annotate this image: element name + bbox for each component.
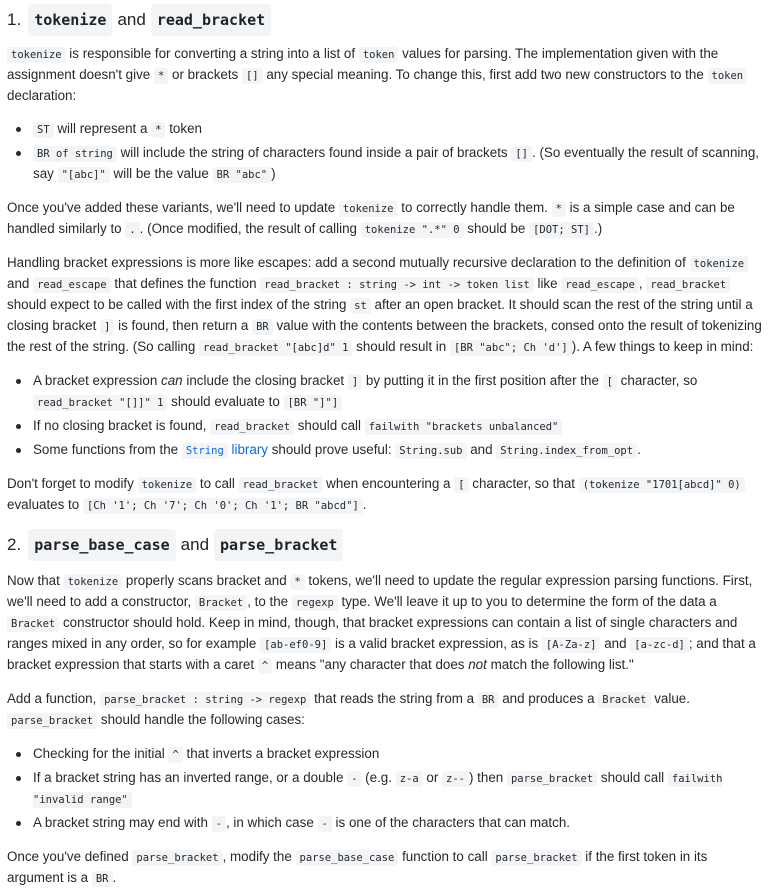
text: , in which case <box>225 815 318 830</box>
inline-code: BR <box>478 692 499 708</box>
inline-code: failwith "invalid range" <box>33 773 723 806</box>
inline-code: parse_bracket <box>132 850 222 866</box>
heading-code: parse_bracket <box>214 529 343 561</box>
inline-code: token <box>708 68 748 84</box>
section-number: 2. <box>7 535 22 554</box>
text: A bracket string may end with <box>33 815 212 830</box>
link-text[interactable]: library <box>227 442 268 457</box>
text: Once you've added these variants, we'll need to update <box>7 200 339 215</box>
inline-code: tokenize ".*" 0 <box>361 222 464 238</box>
text: Now that <box>7 573 64 588</box>
text: or <box>422 770 443 785</box>
text: like <box>533 276 562 291</box>
inline-code: ] <box>348 374 362 390</box>
text: is one of the characters that can match. <box>331 815 571 830</box>
heading-text: and <box>180 535 210 554</box>
text: include the closing bracket <box>182 373 348 388</box>
text: properly scans bracket and <box>122 573 291 588</box>
inline-code: - <box>212 816 226 832</box>
text: is found, then return a <box>114 318 253 333</box>
paragraph <box>7 689 764 731</box>
text: .) <box>593 221 603 236</box>
list-item <box>33 416 764 437</box>
text: , modify the <box>222 849 296 864</box>
section-1-heading <box>7 4 764 36</box>
text: . (So eventually the result of scanning, say <box>33 145 760 181</box>
list-item <box>33 813 764 834</box>
text: is a valid bracket expression, as is <box>331 636 542 651</box>
text: that defines the function <box>110 276 261 291</box>
inline-code: - <box>347 771 361 787</box>
inline-code: * <box>290 574 304 590</box>
inline-code: tokenize <box>64 574 123 590</box>
text: means "any character that does <box>272 657 469 672</box>
text: and <box>7 276 34 291</box>
text: that inverts a bracket expression <box>182 746 380 761</box>
inline-code: ^ <box>258 658 272 674</box>
text: should be <box>463 221 530 236</box>
inline-code: tokenize <box>138 477 197 493</box>
inline-code: read_bracket <box>646 277 730 293</box>
inline-code: BR "abc" <box>213 167 272 183</box>
inline-code: . <box>125 222 139 238</box>
inline-code: * <box>552 201 566 217</box>
text: should expect to be called with the first index of the string <box>7 297 351 312</box>
list-item <box>33 768 764 810</box>
inline-code: parse_bracket <box>7 713 97 729</box>
text: . (Once modified, the result of calling <box>139 221 361 236</box>
inline-code: ST <box>33 122 54 138</box>
text: constructor should hold. Keep in mind, though, that bracket expressions can contain a list of single characters and ranges mixed in any order, so for example <box>7 615 738 651</box>
paragraph <box>7 571 764 676</box>
text: Handling bracket expressions is more like escapes: add a second mutually recursive declaration to the definition of <box>7 255 690 270</box>
text: or brackets <box>168 67 242 82</box>
inline-code: z-a <box>396 771 423 787</box>
inline-code: st <box>350 298 371 314</box>
string-library-link[interactable] <box>182 442 268 457</box>
text: should call <box>294 418 365 433</box>
text: will include the string of characters found inside a pair of brackets <box>116 145 512 160</box>
inline-code: [] <box>242 68 263 84</box>
inline-code: [ <box>454 477 468 493</box>
inline-code: * <box>151 122 165 138</box>
inline-code: token <box>359 47 399 63</box>
inline-code: read_escape <box>561 277 639 293</box>
inline-code: - <box>318 816 332 832</box>
text: function to call <box>398 849 492 864</box>
text: , to the <box>247 594 292 609</box>
text: any special meaning. To change this, first add two new constructors to the <box>262 67 708 82</box>
text: If no closing bracket is found, <box>33 418 211 433</box>
inline-code: Bracket <box>598 692 650 708</box>
inline-code: String.index_from_opt <box>496 443 637 459</box>
inline-code: parse_bracket <box>491 850 581 866</box>
bullet-list <box>7 119 764 185</box>
text: and <box>466 442 497 457</box>
text: should prove useful: <box>267 442 396 457</box>
inline-code: Bracket <box>7 616 59 632</box>
bullet-list <box>7 371 764 461</box>
inline-code: parse_bracket : string -> regexp <box>100 692 310 708</box>
text: ; and that a bracket expression that starts with a caret <box>7 636 756 672</box>
list-item <box>33 143 764 185</box>
text: Once you've defined <box>7 849 133 864</box>
inline-code: [] <box>511 146 532 162</box>
inline-code: [BR "]"] <box>284 395 343 411</box>
inline-code: [A-Za-z] <box>542 637 601 653</box>
emphasis-text: can <box>161 373 183 388</box>
heading-code: tokenize <box>28 4 112 36</box>
inline-code: [Ch '1'; Ch '7'; Ch '0'; Ch '1'; BR "abcd"] <box>83 498 363 514</box>
heading-code: parse_base_case <box>28 529 175 561</box>
emphasis-text: not <box>468 657 487 672</box>
text: is responsible for converting a string into a list of <box>65 46 359 61</box>
heading-code: read_bracket <box>151 4 271 36</box>
list-item <box>33 371 764 413</box>
text: token <box>165 121 202 136</box>
inline-code: [DOT; ST] <box>529 222 594 238</box>
inline-code: (tokenize "1701[abcd]" 0) <box>579 477 745 493</box>
text: Add a function, <box>7 691 101 706</box>
text: If a bracket string has an inverted range, or a double <box>33 770 348 785</box>
text: when encountering a <box>322 476 455 491</box>
text: is a simple case and can be handled similarly to <box>7 200 735 236</box>
inline-code: Bracket <box>195 595 247 611</box>
inline-code: parse_bracket <box>507 771 597 787</box>
section-2-heading <box>7 529 764 561</box>
text: ) <box>271 166 276 181</box>
inline-code: "[abc]" <box>58 167 110 183</box>
list-item <box>33 744 764 765</box>
inline-code: String.sub <box>395 443 466 459</box>
link-text[interactable]: String <box>182 443 228 459</box>
text: , <box>638 276 647 291</box>
inline-code: [ab-ef0-9] <box>260 637 331 653</box>
paragraph <box>7 847 764 889</box>
text: should call <box>597 770 668 785</box>
inline-code: BR of string <box>33 146 117 162</box>
text: values for parsing. The implementation given with the assignment doesn't give <box>7 46 719 82</box>
text: ). A few things to keep in mind: <box>571 339 754 354</box>
text: will be the value <box>109 166 213 181</box>
text: type. We'll leave it up to you to determine the form of the data a <box>337 594 717 609</box>
text: to correctly handle them. <box>397 200 552 215</box>
inline-code: read_bracket <box>210 419 294 435</box>
inline-code: regexp <box>292 595 338 611</box>
text: character, so <box>616 373 698 388</box>
text: by putting it in the first position after the <box>362 373 603 388</box>
text: value. <box>650 691 690 706</box>
text: should evaluate to <box>167 394 284 409</box>
text: tokens, we'll need to update the regular expression parsing functions. First, we'll need to add a constructor, <box>7 573 753 609</box>
text: should result in <box>352 339 450 354</box>
inline-code: tokenize <box>690 256 749 272</box>
inline-code: [BR "abc"; Ch 'd'] <box>450 340 572 356</box>
text: will represent a <box>53 121 152 136</box>
inline-code: read_bracket "[]]" 1 <box>33 395 167 411</box>
text: . <box>112 870 117 885</box>
text: value with the contents between the brackets, consed onto the result of tokenizing the rest of the string. (So calling <box>7 318 762 354</box>
text: Don't forget to modify <box>7 476 138 491</box>
paragraph <box>7 44 764 106</box>
inline-code: tokenize <box>7 47 66 63</box>
text: character, so that <box>468 476 579 491</box>
text: if the first token in its argument is a <box>7 849 708 885</box>
text: Some functions from the <box>33 442 182 457</box>
text: . <box>362 497 367 512</box>
text: to call <box>196 476 239 491</box>
text: and <box>600 636 631 651</box>
inline-code: read_escape <box>33 277 111 293</box>
inline-code: ] <box>100 319 114 335</box>
inline-code: BR <box>92 871 113 887</box>
section-number: 1. <box>7 10 22 29</box>
text: . <box>637 442 641 457</box>
inline-code: read_bracket <box>239 477 323 493</box>
inline-code: z-- <box>442 771 469 787</box>
list-item <box>33 119 764 140</box>
inline-code: ^ <box>168 747 182 763</box>
paragraph <box>7 198 764 240</box>
inline-code: [a-zc-d] <box>630 637 689 653</box>
inline-code: parse_base_case <box>296 850 399 866</box>
text: after an open bracket. It should scan the rest of the string until a closing bracket <box>7 297 753 333</box>
text: Checking for the initial <box>33 746 169 761</box>
text: A bracket expression <box>33 373 162 388</box>
inline-code: read_bracket "[abc]d" 1 <box>199 340 352 356</box>
text: should handle the following cases: <box>97 712 305 727</box>
inline-code: read_bracket : string -> int -> token list <box>260 277 534 293</box>
heading-text: and <box>117 10 146 29</box>
inline-code: BR <box>252 319 273 335</box>
paragraph <box>7 474 764 516</box>
paragraph <box>7 253 764 358</box>
inline-code: tokenize <box>339 201 398 217</box>
text: match the following list." <box>486 657 634 672</box>
text: that reads the string from a <box>310 691 478 706</box>
text: and produces a <box>498 691 599 706</box>
inline-code: [ <box>603 374 617 390</box>
inline-code: failwith "brackets unbalanced" <box>365 419 563 435</box>
list-item <box>33 440 764 461</box>
text: (e.g. <box>361 770 396 785</box>
text: ) then <box>469 770 507 785</box>
text: evaluates to <box>7 497 83 512</box>
inline-code: * <box>154 68 168 84</box>
bullet-list <box>7 744 764 834</box>
text: declaration: <box>7 88 77 103</box>
